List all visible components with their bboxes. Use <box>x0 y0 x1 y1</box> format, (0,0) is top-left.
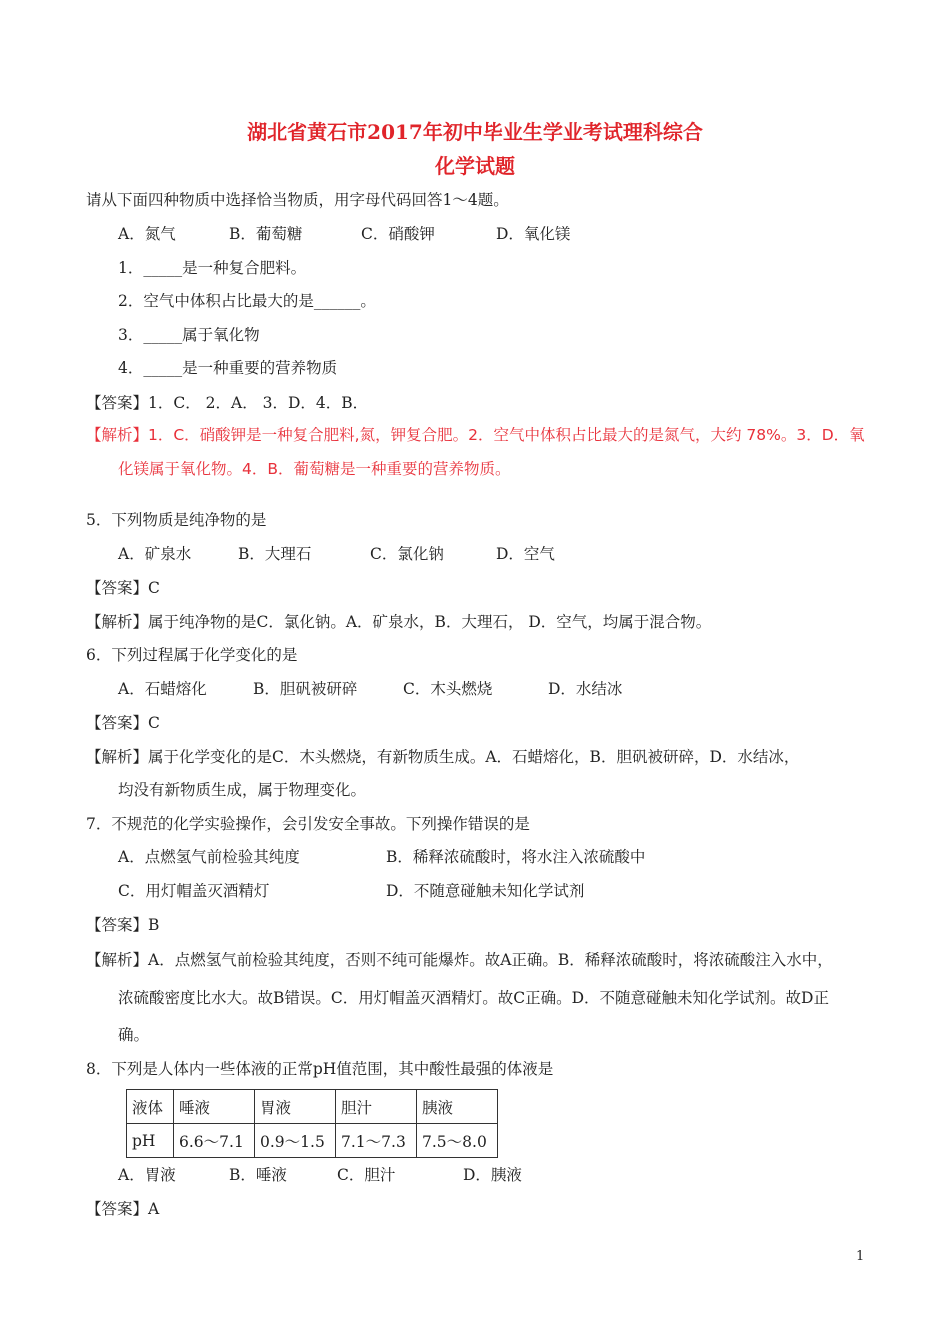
q8-option-a: A．胃液 <box>118 1166 176 1184</box>
table-cell: 7.5～8.0 <box>417 1124 498 1158</box>
question-8: 8．下列是人体内一些体液的正常pH值范围，其中酸性最强的体液是 <box>86 1060 554 1078</box>
q7-option-b: B．稀释浓硫酸时，将水注入浓硫酸中 <box>386 848 646 866</box>
answer-5: 【答案】C <box>86 579 160 597</box>
table-row <box>127 1124 498 1158</box>
table-cell: 7.1～7.3 <box>336 1124 417 1158</box>
q5-options <box>0 544 950 564</box>
intro-text: 请从下面四种物质中选择恰当物质，用字母代码回答1～4题。 <box>86 191 509 209</box>
explanation-7-line2: 浓硫酸密度比水大。故B错误。C．用灯帽盖灭酒精灯。故C正确。D．不随意碰触未知化学试剂。故D正 <box>118 989 829 1007</box>
answer-1-4: 【答案】1．C． 2．A． 3．D．4．B． <box>86 394 369 412</box>
ph-table <box>126 1089 498 1158</box>
question-6: 6．下列过程属于化学变化的是 <box>86 646 298 664</box>
answer-7: 【答案】B <box>86 916 160 934</box>
q7-option-c: C．用灯帽盖灭酒精灯 <box>118 882 270 900</box>
question-4: 4．_____是一种重要的营养物质 <box>118 359 338 377</box>
table-header-row <box>127 1090 498 1124</box>
q5-option-d: D．空气 <box>496 545 555 563</box>
page-number: 1 <box>856 1249 865 1264</box>
table-cell: 液体 <box>127 1090 174 1124</box>
q6-option-a: A．石蜡熔化 <box>118 680 207 698</box>
q7-options-row2 <box>0 881 950 901</box>
question-1: 1．_____是一种复合肥料。 <box>118 259 307 277</box>
q6-option-d: D．水结冰 <box>548 680 623 698</box>
question-2: 2．空气中体积占比最大的是______。 <box>118 292 376 310</box>
question-5: 5．下列物质是纯净物的是 <box>86 511 267 529</box>
q5-option-c: C．氯化钠 <box>370 545 444 563</box>
explanation-7-line3: 确。 <box>118 1026 150 1044</box>
option-a: A．氮气 <box>118 225 176 243</box>
q8-options <box>0 1165 950 1185</box>
explanation-6-line1: 【解析】属于化学变化的是C．木头燃烧，有新物质生成。A．石蜡熔化，B．胆矾被研碎，D．水结冰， <box>86 748 800 766</box>
answer-8: 【答案】A <box>86 1200 160 1218</box>
explanation-7-line1: 【解析】A．点燃氢气前检验其纯度，否则不纯可能爆炸。故A正确。B．稀释浓硫酸时，将浓硫酸注入水中， <box>86 951 833 969</box>
q5-option-a: A．矿泉水 <box>118 545 192 563</box>
q6-option-b: B．胆矾被研碎 <box>253 680 358 698</box>
question-3: 3．_____属于氧化物 <box>118 326 260 344</box>
explanation-6-line2: 均没有新物质生成，属于物理变化。 <box>118 781 367 799</box>
answer-6: 【答案】C <box>86 714 160 732</box>
explanation-5: 【解析】属于纯净物的是C．氯化钠。A．矿泉水，B．大理石， D．空气，均属于混合物。 <box>86 613 712 631</box>
explanation-1-4-line1: 【解析】1．C．硝酸钾是一种复合肥料,氮，钾复合肥。2．空气中体积占比最大的是氮气，大约 78%。3．D．氧 <box>86 426 865 444</box>
q7-option-a: A．点燃氢气前检验其纯度 <box>118 848 300 866</box>
document-subtitle: 化学试题 <box>435 154 515 178</box>
q6-options <box>0 679 950 699</box>
option-c: C．硝酸钾 <box>361 225 435 243</box>
q8-option-d: D．胰液 <box>463 1166 522 1184</box>
table-cell: 胆汁 <box>336 1090 417 1124</box>
option-b: B．葡萄糖 <box>229 225 303 243</box>
q7-option-d: D．不随意碰触未知化学试剂 <box>386 882 585 900</box>
group-options <box>0 224 950 244</box>
table-cell: 0.9～1.5 <box>255 1124 336 1158</box>
table-cell: 6.6～7.1 <box>174 1124 255 1158</box>
q8-option-b: B．唾液 <box>229 1166 287 1184</box>
option-d: D．氧化镁 <box>496 225 571 243</box>
explanation-1-4-line2: 化镁属于氧化物。4．B．葡萄糖是一种重要的营养物质。 <box>118 460 511 478</box>
table-cell: pH <box>127 1124 174 1158</box>
document-title: 湖北省黄石市2017年初中毕业生学业考试理科综合 <box>247 120 703 144</box>
question-7: 7．不规范的化学实验操作，会引发安全事故。下列操作错误的是 <box>86 815 530 833</box>
q8-option-c: C．胆汁 <box>337 1166 396 1184</box>
q6-option-c: C．木头燃烧 <box>403 680 493 698</box>
q7-options-row1 <box>0 847 950 867</box>
table-cell: 胰液 <box>417 1090 498 1124</box>
table-cell: 唾液 <box>174 1090 255 1124</box>
table-cell: 胃液 <box>255 1090 336 1124</box>
q5-option-b: B．大理石 <box>238 545 312 563</box>
